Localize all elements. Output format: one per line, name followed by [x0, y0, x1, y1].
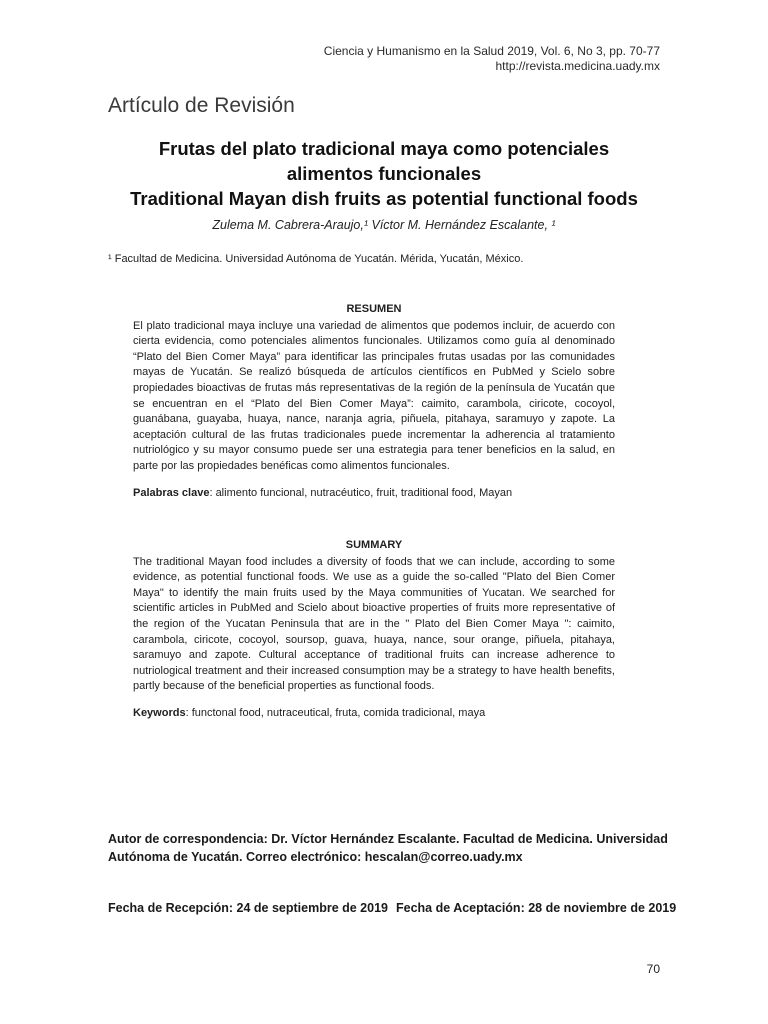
correspondence: Autor de correspondencia: Dr. Víctor Hernández Escalante. Facultad de Medicina. Universidad Autónoma de Yucatán. Correo electrónico: hescalan@correo.uady.mx — [108, 832, 668, 864]
article-type: Artículo de Revisión — [108, 94, 295, 117]
summary-heading: SUMMARY — [345, 539, 403, 551]
affiliation: ¹ Facultad de Medicina. Universidad Autónoma de Yucatán. Mérida, Yucatán, México. — [108, 253, 524, 265]
resumen-heading: RESUMEN — [346, 303, 402, 315]
dates — [108, 901, 677, 915]
summary-body: The traditional Mayan food includes a diversity of foods that we can include, according to some evidence, as potential functional foods. We use as a guide the so-called "Plato del Bien Comer Maya" to identify the main fruits used by the Maya communities of Yucatan. We searched for scientific articles in PubMed and Scielo about bioactive properties of fruits more representative of the region of the Yucatan Peninsula that are in the " Plato del Bien Comer Maya ": caimito, carambola, ciricote, cocoyol, soursop, guava, huaya, nance, sour orange, piñuela, pitahaya, saramuyo and zapote. Cultural acceptance of traditional fruits can increase adherence to nutriological treatment and their increased consumption may be a strategy to have health benefits, partly because of the beneficial properties as functional foods. — [133, 555, 615, 693]
page-number: 70 — [646, 962, 660, 976]
journal-url[interactable]: http://revista.medicina.uady.mx — [495, 59, 660, 73]
title-spanish-line2: alimentos funcionales — [286, 163, 482, 184]
palabras-clave-label: Palabras clave — [133, 486, 210, 499]
keywords — [133, 706, 615, 722]
title-english: Traditional Mayan dish fruits as potential functional foods — [130, 188, 638, 209]
title-spanish-line1: Frutas del plato tradicional maya como potenciales — [158, 138, 610, 159]
journal-citation: Ciencia y Humanismo en la Salud 2019, Vol. 6, No 3, pp. 70-77 — [323, 44, 660, 58]
authors: Zulema M. Cabrera-Araujo,¹ Víctor M. Hernández Escalante, ¹ — [212, 218, 556, 232]
resumen-section — [133, 302, 615, 501]
palabras-clave-values: : alimento funcional, nutracéutico, fruit, traditional food, Mayan — [209, 486, 513, 499]
accepted-date: Fecha de Aceptación: 28 de noviembre de 2019 — [396, 901, 677, 915]
palabras-clave — [133, 486, 615, 502]
keywords-values: : functonal food, nutraceutical, fruta, comida tradicional, maya — [185, 706, 486, 719]
keywords-label: Keywords — [133, 706, 186, 719]
article-titles — [80, 136, 688, 211]
journal-header — [324, 44, 660, 74]
summary-section — [133, 538, 615, 722]
received-date: Fecha de Recepción: 24 de septiembre de 2019 — [108, 901, 388, 915]
resumen-body: El plato tradicional maya incluye una variedad de alimentos que podemos incluir, de acuerdo con cierta evidencia, como potenciales alimentos funcionales. Utilizamos como guía al denominado “Plato del Bien Comer Maya” para identificar las principales frutas usadas por las comunidades mayas de Yucatán. Se realizó búsqueda de artículos científicos en PubMed y Scielo sobre propiedades bioactivas de frutas más representativas de la región de la península de Yucatán que se encuentran en el “Plato del Bien Comer Maya”: caimito, carambola, ciricote, cocoyol, guanábana, guayaba, huaya, nance, naranja agria, piñuela, pitahaya, saramuyo y zapote. La aceptación cultural de las frutas tradicionales puede incrementar la adherencia al tratamiento nutriológico y su mayor consumo puede ser una estrategia para tener beneficios en la salud, en parte por las propiedades benéficas como alimentos funcionales. — [133, 319, 615, 472]
